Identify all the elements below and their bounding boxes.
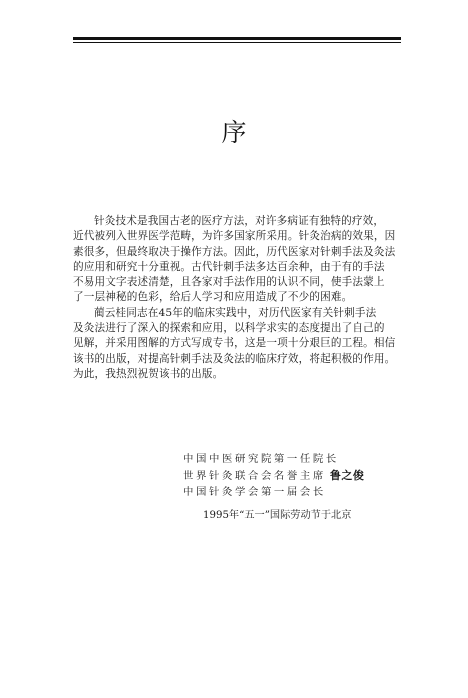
body-line: 针灸技术是我国古老的医疗方法，对许多病证有独特的疗效， — [94, 215, 385, 227]
preface-body — [73, 214, 405, 382]
header-rule-thin — [73, 42, 401, 43]
body-line: 该书的出版，对提高针刺手法及灸法的临床疗效，将起积极的作用。 — [73, 352, 396, 365]
body-line: 了一层神秘的色彩，给后人学习和应用造成了不少的困难。 — [73, 291, 353, 304]
header-rule-thick — [73, 37, 401, 40]
signature-title-line: 中国中医研究院第一任院长 — [183, 453, 339, 465]
body-line: 见解，并采用图解的方式写成专书，这是一项十分艰巨的工程。相信 — [73, 337, 396, 350]
signature-name: 鲁之俊 — [329, 468, 365, 482]
body-line: 近代被列入世界医学范畴，为许多国家所采用。针灸治病的效果，因 — [73, 230, 396, 243]
body-line: 的应用和研究十分重视。古代针刺手法多达百余种，由于有的手法 — [73, 260, 385, 273]
body-line: 蔺云桂同志在45年的临床实践中，对历代医家有关针刺手法 — [94, 306, 377, 319]
body-line: 素很多，但最终取决于操作方法。因此，历代医家对针刺手法及灸法 — [73, 245, 396, 258]
signature-block — [183, 451, 364, 501]
body-line: 及灸法进行了深入的探索和应用，以科学求实的态度提出了自己的 — [73, 322, 385, 335]
signature-title-line — [183, 468, 364, 485]
signature-title-text: 世界针灸联合会名誉主席 — [183, 469, 326, 482]
page-title: 序 — [221, 118, 247, 147]
signature-date: 1995年“五一”国际劳动节于北京 — [203, 510, 352, 521]
body-line: 为此，我热烈祝贺该书的出版。 — [73, 367, 224, 380]
signature-title-line: 中国针灸学会第一届会长 — [183, 486, 326, 498]
body-line: 不易用文字表述清楚，且各家对手法作用的认识不同，使手法蒙上 — [73, 276, 385, 289]
